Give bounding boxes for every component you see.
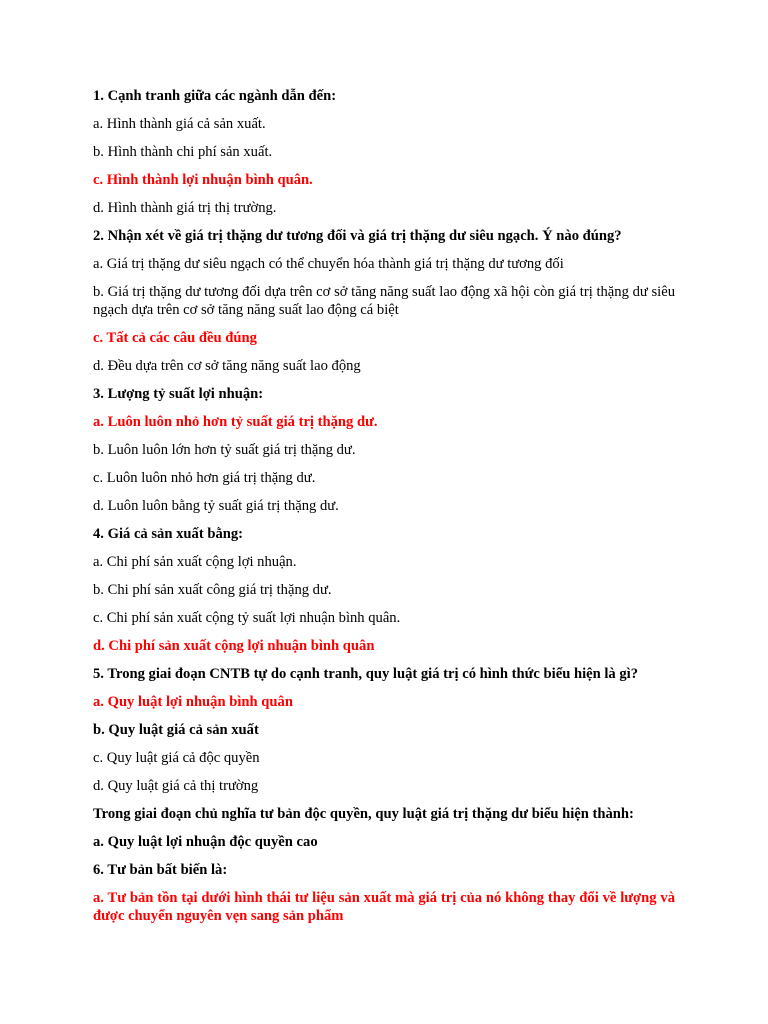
question-5-title: 5. Trong giai đoạn CNTB tự do cạnh tranh, quy luật giá trị có hình thức biểu hiện là gì? bbox=[93, 666, 639, 682]
question-6-answer-a: a. Tư bản tồn tại dưới hình thái tư liệu sản xuất mà giá trị của nó không thay đổi về lượng và được chuyển nguyên vẹn sang sản phẩm bbox=[93, 890, 675, 924]
question-1-option-b: b. Hình thành chi phí sản xuất. bbox=[93, 144, 273, 160]
question-5-option-b: b. Quy luật giá cả sản xuất bbox=[93, 722, 259, 738]
question-6-title: 6. Tư bản bất biến là: bbox=[93, 862, 228, 878]
question-3-title: 3. Lượng tỷ suất lợi nhuận: bbox=[93, 386, 264, 402]
question-3-option-d: d. Luôn luôn bằng tỷ suất giá trị thặng dư. bbox=[93, 498, 339, 514]
question-2-answer-c: c. Tất cả các câu đều đúng bbox=[93, 330, 257, 346]
question-1-option-d: d. Hình thành giá trị thị trường. bbox=[93, 200, 277, 216]
question-3-option-b: b. Luôn luôn lớn hơn tỷ suất giá trị thặng dư. bbox=[93, 442, 356, 458]
question-1-title: 1. Cạnh tranh giữa các ngành dẫn đến: bbox=[93, 88, 337, 104]
question-1-answer-c: c. Hình thành lợi nhuận bình quân. bbox=[93, 172, 313, 188]
question-1-option-a: a. Hình thành giá cả sản xuất. bbox=[93, 116, 266, 132]
question-5-option-d: d. Quy luật giá cả thị trường bbox=[93, 778, 259, 794]
question-2-option-d: d. Đều dựa trên cơ sở tăng năng suất lao động bbox=[93, 358, 361, 374]
question-4-option-c: c. Chi phí sản xuất cộng tỷ suất lợi nhuận bình quân. bbox=[93, 610, 401, 626]
question-5-extra-option-a: a. Quy luật lợi nhuận độc quyền cao bbox=[93, 834, 318, 850]
question-3-option-c: c. Luôn luôn nhỏ hơn giá trị thặng dư. bbox=[93, 470, 316, 486]
question-2-option-a: a. Giá trị thặng dư siêu ngạch có thể chuyển hóa thành giá trị thặng dư tương đối bbox=[93, 256, 564, 272]
question-4-title: 4. Giá cả sản xuất bằng: bbox=[93, 526, 244, 542]
question-5-answer-a: a. Quy luật lợi nhuận bình quân bbox=[93, 694, 293, 710]
question-3-answer-a: a. Luôn luôn nhỏ hơn tỷ suất giá trị thặng dư. bbox=[93, 414, 378, 430]
question-2-option-b: b. Giá trị thặng dư tương đối dựa trên cơ sở tăng năng suất lao động xã hội còn giá trị thặng dư siêu ngạch dựa trên cơ sở tăng năng suất lao động cá biệt bbox=[93, 284, 675, 318]
question-5-option-c: c. Quy luật giá cả độc quyền bbox=[93, 750, 260, 766]
question-4-option-b: b. Chi phí sản xuất công giá trị thặng dư. bbox=[93, 582, 332, 598]
question-4-answer-d: d. Chi phí sản xuất cộng lợi nhuận bình quân bbox=[93, 638, 375, 654]
question-2-title: 2. Nhận xét về giá trị thặng dư tương đối và giá trị thặng dư siêu ngạch. Ý nào đúng? bbox=[93, 228, 622, 244]
question-4-option-a: a. Chi phí sản xuất cộng lợi nhuận. bbox=[93, 554, 297, 570]
question-5-extra-title: Trong giai đoạn chủ nghĩa tư bản độc quyền, quy luật giá trị thặng dư biểu hiện thành: bbox=[93, 806, 634, 822]
document-content bbox=[93, 88, 675, 925]
